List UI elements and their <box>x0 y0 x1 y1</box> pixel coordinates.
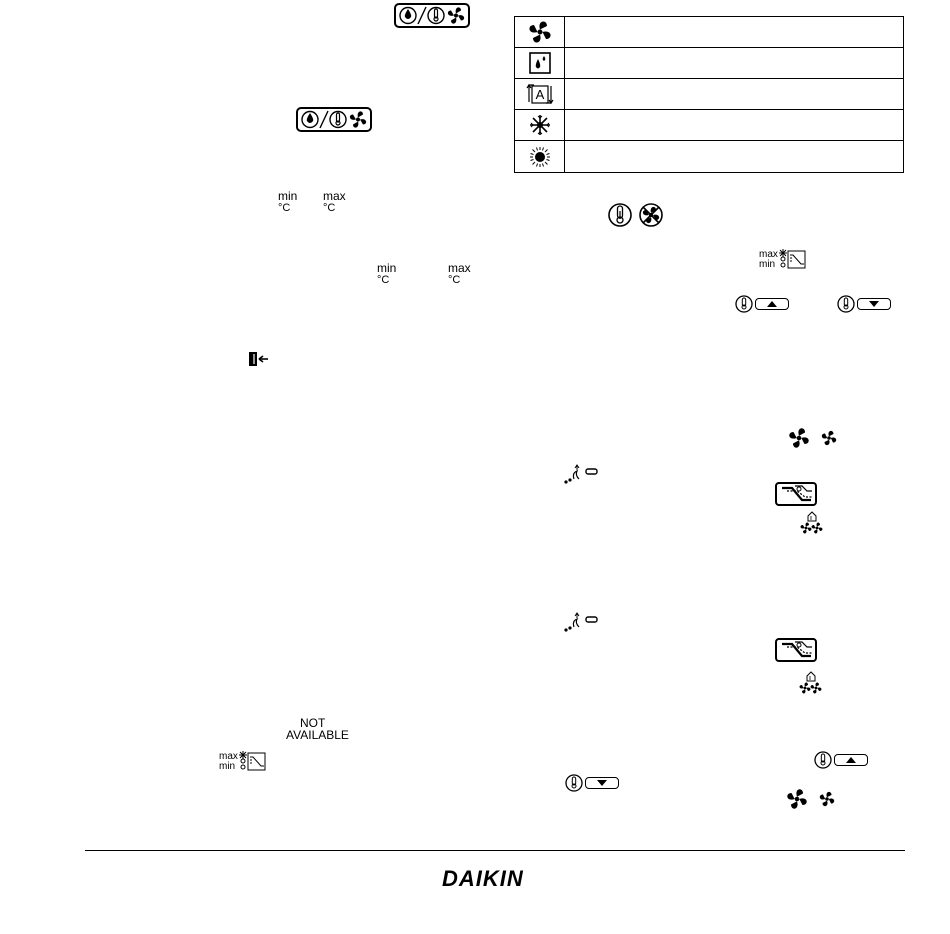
down-arrow-button <box>585 777 619 789</box>
mode-row-fan <box>515 17 903 48</box>
dry-mode-icon <box>400 8 416 24</box>
thermometer-icon <box>735 295 753 313</box>
max-label-1: max <box>323 189 346 203</box>
mode-row-cool <box>515 110 903 141</box>
footer-divider <box>85 850 905 851</box>
temp-up-button-bottom[interactable] <box>814 751 868 769</box>
fan-low-icon <box>822 431 836 445</box>
fan-high-icon <box>789 428 808 447</box>
airflow-swing-button-top[interactable] <box>775 482 817 506</box>
down-arrow-icon <box>869 301 879 307</box>
mode-selector-button[interactable] <box>296 107 372 132</box>
indoor-fan-icon-bottom <box>799 670 823 694</box>
daikin-logo: DAIKIN <box>442 866 524 891</box>
mode-row-dry <box>515 48 903 79</box>
indoor-fan-icon-top <box>800 510 824 534</box>
not-available-line2: AVAILABLE <box>286 728 349 742</box>
down-arrow-button <box>857 298 891 310</box>
schedule-min-label: min <box>219 761 236 772</box>
temp-down-button-bottom[interactable] <box>565 774 619 792</box>
schedule-min-label-right: min <box>759 259 776 270</box>
mode-row-heat <box>515 141 903 172</box>
mode-row-auto <box>515 79 903 110</box>
thermometer-no-fan-icons <box>606 201 668 229</box>
mode-table <box>514 16 904 173</box>
up-arrow-icon <box>767 301 777 307</box>
min-label-2: min <box>377 261 397 275</box>
heat-icon <box>515 141 565 172</box>
schedule-max-label-right: max <box>759 249 778 260</box>
celsius-unit-4: °C <box>448 274 461 286</box>
svg-text:A: A <box>535 87 544 102</box>
min-label-1: min <box>278 189 298 203</box>
thermometer-icon <box>428 8 444 24</box>
up-arrow-button <box>834 754 868 766</box>
thermometer-icon <box>609 204 631 226</box>
auto-icon <box>515 79 565 109</box>
thermometer-icon <box>565 774 583 792</box>
celsius-unit-1: °C <box>278 202 291 214</box>
down-arrow-icon <box>597 780 607 786</box>
dry-icon <box>515 48 565 78</box>
not-available-line1: NOT <box>300 716 326 730</box>
mode-selector-button-top[interactable] <box>394 3 470 28</box>
temp-down-button-top[interactable] <box>837 295 891 313</box>
fan-speed-icons-bottom <box>785 786 841 812</box>
fan-icon <box>448 7 464 23</box>
fan-icon <box>515 17 565 47</box>
thermometer-icon <box>837 295 855 313</box>
celsius-unit-3: °C <box>377 274 390 286</box>
thermometer-icon <box>814 751 832 769</box>
up-arrow-button <box>755 298 789 310</box>
temp-up-button-top[interactable] <box>735 295 789 313</box>
celsius-unit-2: °C <box>323 202 336 214</box>
exit-icon <box>248 351 272 367</box>
cool-icon <box>515 110 565 140</box>
airflow-swing-button-bottom[interactable] <box>775 638 817 662</box>
fan-speed-icons-top <box>787 425 843 451</box>
schedule-max-label: max <box>219 751 238 762</box>
max-label-2: max <box>448 261 471 275</box>
remote-signal-icon-bottom <box>564 613 602 633</box>
up-arrow-icon <box>846 757 856 763</box>
remote-signal-icon-top <box>564 465 602 485</box>
no-fan-icon <box>640 204 662 226</box>
